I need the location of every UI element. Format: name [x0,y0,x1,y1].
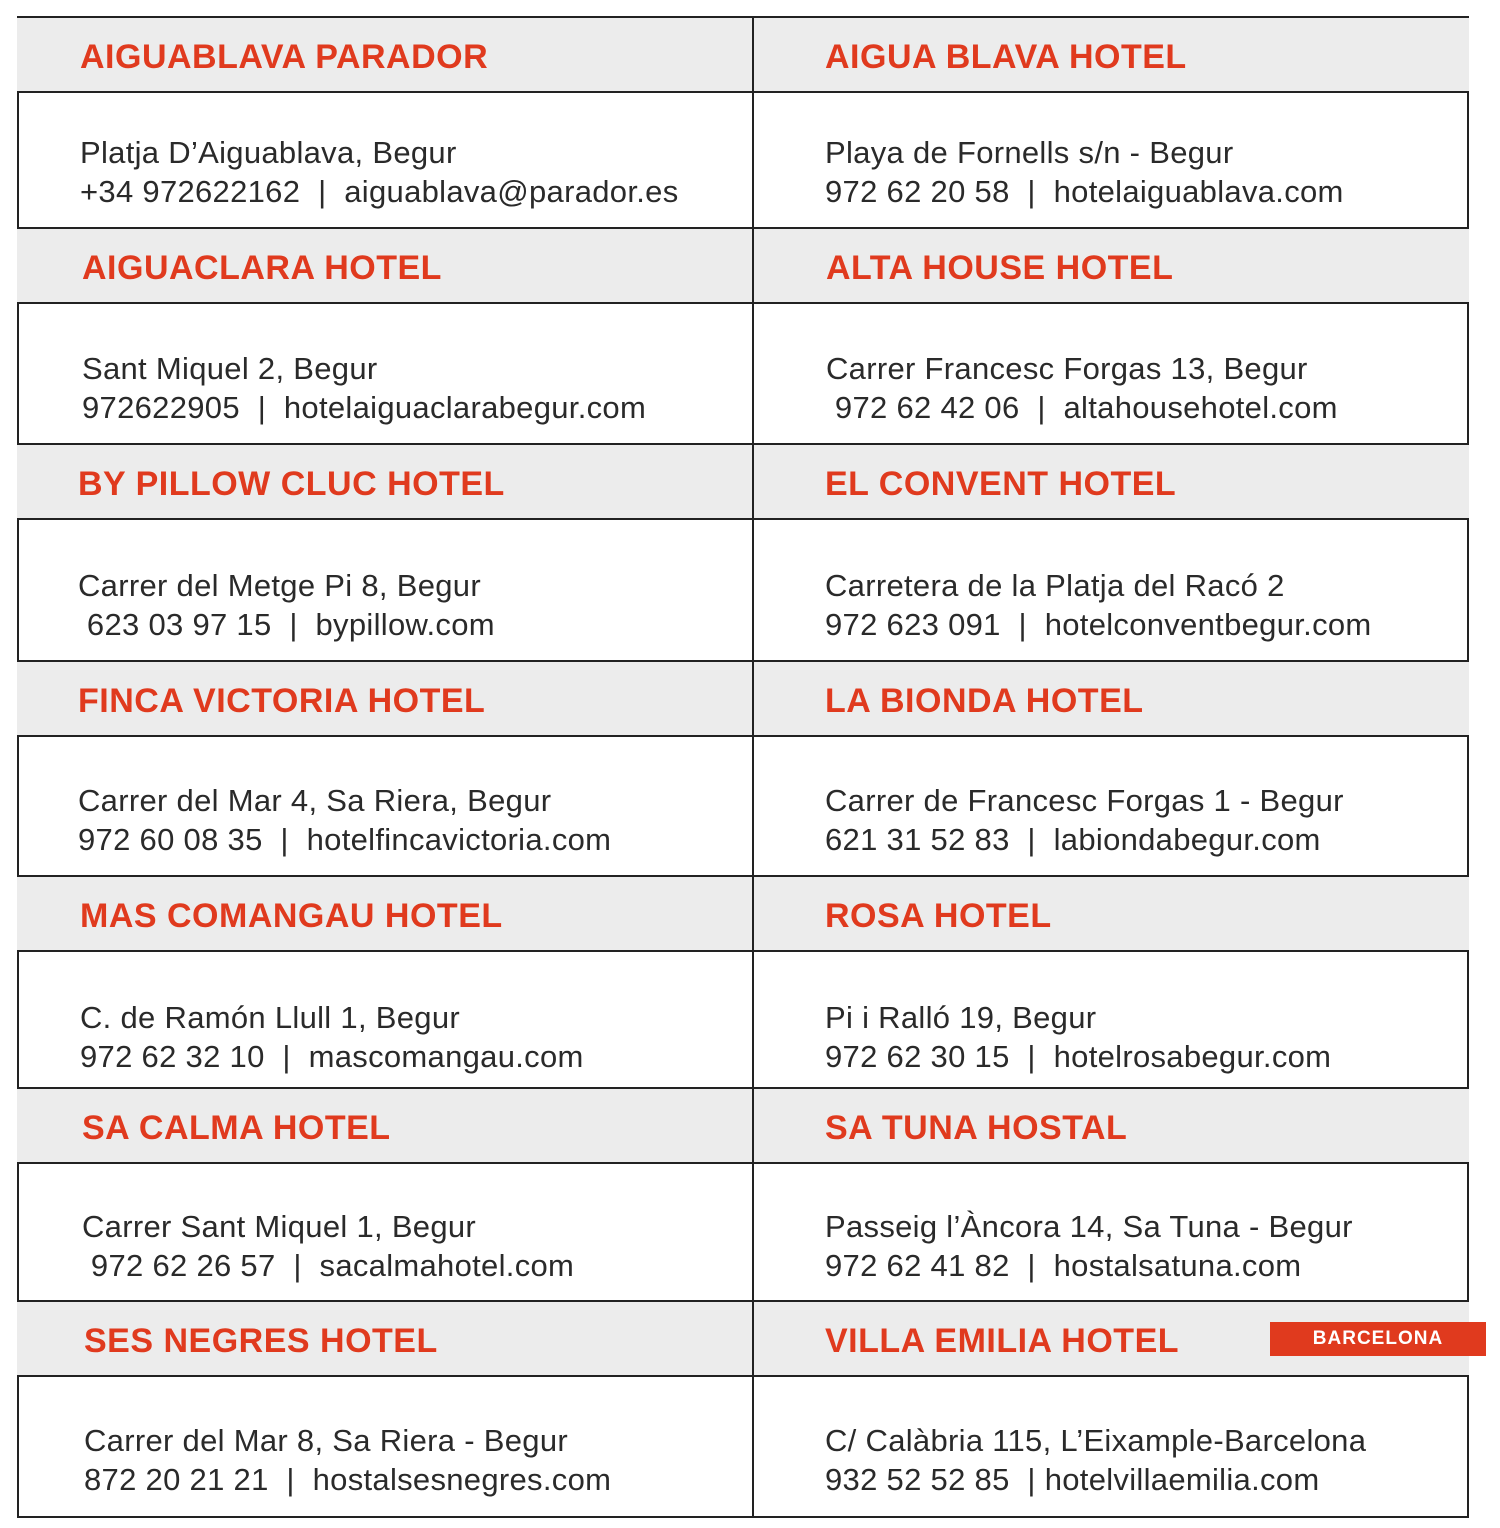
hotel-address: Carrer del Mar 4, Sa Riera, Begur [78,783,552,818]
hotel-contact: 872 20 21 21 | hostalsesnegres.com [84,1462,612,1497]
hotel-address: Pi i Ralló 19, Begur [825,1000,1097,1035]
hotel-name: ALTA HOUSE HOTEL [826,249,1174,287]
hotel-contact: 972 62 20 58 | hotelaiguablava.com [825,174,1344,209]
hotel-contact: 972 62 32 10 | mascomangau.com [80,1039,584,1074]
hotel-name: LA BIONDA HOTEL [825,682,1144,720]
hotel-contact: 932 52 52 85 | hotelvillaemilia.com [825,1462,1320,1497]
column-divider [752,16,754,1518]
hotel-name: ROSA HOTEL [825,897,1052,935]
hotel-name: EL CONVENT HOTEL [825,465,1177,503]
hotel-address: Playa de Fornells s/n - Begur [825,135,1234,170]
hotel-name: FINCA VICTORIA HOTEL [78,682,486,720]
hotel-contact: 972 60 08 35 | hotelfincavictoria.com [78,822,612,857]
hotel-address: C/ Calàbria 115, L’Eixample-Barcelona [825,1423,1367,1458]
hotel-contact: 972 62 42 06 | altahousehotel.com [826,390,1338,425]
hotel-contact: 972 62 30 15 | hotelrosabegur.com [825,1039,1332,1074]
hotel-address: Carrer Sant Miquel 1, Begur [82,1209,477,1244]
hotel-name: AIGUACLARA HOTEL [82,249,442,287]
hotel-name: SES NEGRES HOTEL [84,1322,438,1360]
hotel-name: SA CALMA HOTEL [82,1109,391,1147]
hotel-contact: 972622905 | hotelaiguaclarabegur.com [82,390,647,425]
hotel-address: Passeig l’Àncora 14, Sa Tuna - Begur [825,1209,1353,1244]
hotel-name: AIGUA BLAVA HOTEL [825,38,1187,76]
hotel-address: Carretera de la Platja del Racó 2 [825,568,1285,603]
city-tag: BARCELONA [1270,1322,1486,1356]
hotel-name: MAS COMANGAU HOTEL [80,897,503,935]
hotel-contact: 623 03 97 15 | bypillow.com [78,607,495,642]
hotel-name: SA TUNA HOSTAL [825,1109,1128,1147]
hotel-address: Sant Miquel 2, Begur [82,351,378,386]
hotel-address: Carrer del Mar 8, Sa Riera - Begur [84,1423,568,1458]
hotel-name: AIGUABLAVA PARADOR [80,38,489,76]
hotel-address: Carrer Francesc Forgas 13, Begur [826,351,1308,386]
hotel-address: C. de Ramón Llull 1, Begur [80,1000,460,1035]
hotel-contact: 972 62 41 82 | hostalsatuna.com [825,1248,1302,1283]
hotel-contact: 972 62 26 57 | sacalmahotel.com [82,1248,575,1283]
hotel-contact: 972 623 091 | hotelconventbegur.com [825,607,1372,642]
hotel-address: Carrer de Francesc Forgas 1 - Begur [825,783,1344,818]
hotel-name: BY PILLOW CLUC HOTEL [78,465,505,503]
hotel-name: VILLA EMILIA HOTEL [825,1322,1180,1360]
hotel-address: Carrer del Metge Pi 8, Begur [78,568,481,603]
hotel-contact: 621 31 52 83 | labiondabegur.com [825,822,1321,857]
hotel-contact: +34 972622162 | aiguablava@parador.es [80,174,679,209]
hotel-address: Platja D’Aiguablava, Begur [80,135,457,170]
